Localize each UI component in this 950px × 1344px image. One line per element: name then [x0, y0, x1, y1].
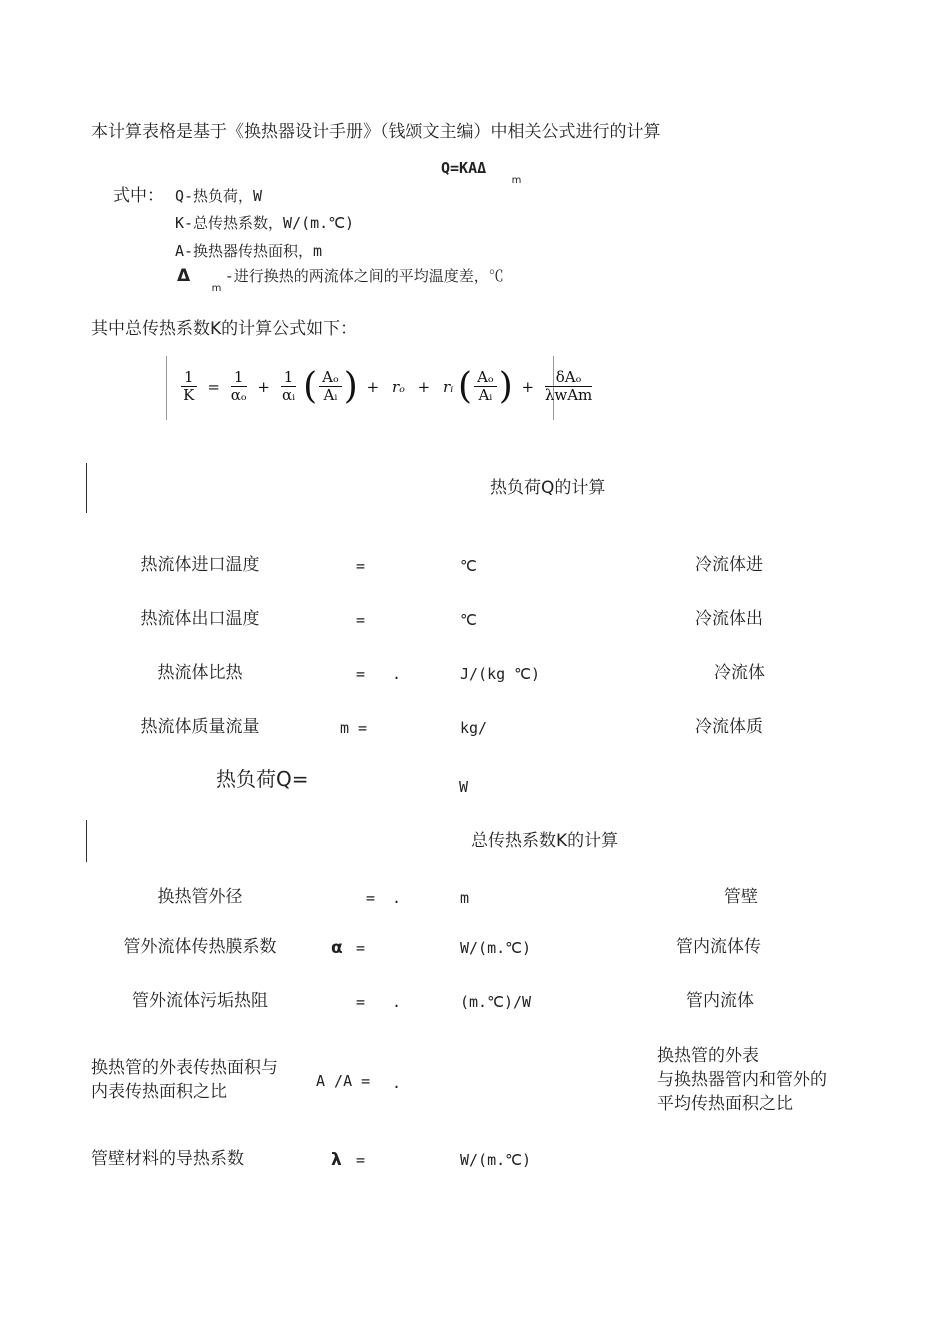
q-row-label: 热流体质量流量	[140, 717, 260, 737]
q-row-right: 冷流体	[714, 663, 765, 683]
k-row-unit: m	[460, 889, 470, 907]
q-row-label: 热流体出口温度	[140, 609, 260, 629]
term1-fraction: $\frac{1}{\text{αₒ}}$	[230, 368, 247, 404]
k-row-eq: =	[356, 939, 366, 957]
main-formula-sub: m	[511, 175, 522, 186]
ratio1-fraction: $\frac{\text{Aₒ}}{\text{Aᵢ}}$	[319, 369, 342, 404]
plus-sign: +	[521, 377, 535, 396]
ratio2-fraction: $\frac{\text{Aₒ}}{\text{Aᵢ}}$	[474, 369, 497, 404]
wall-conductivity-label: 管壁材料的导热系数	[91, 1149, 244, 1169]
plus-sign: +	[366, 377, 380, 396]
section-k-marker	[86, 820, 87, 862]
def-q: Q-热负荷，W	[175, 187, 263, 205]
k-row-right: 管内流体	[686, 991, 754, 1011]
mean-area-ratio-line3: 平均传热面积之比	[657, 1094, 793, 1114]
q-row-label: 热流体进口温度	[140, 555, 260, 575]
area-ratio-eq: A /A =	[316, 1072, 371, 1090]
r-o-symbol: rₒ	[391, 377, 405, 396]
q-row-unit: kg/	[460, 719, 488, 737]
k-row-right: 管壁	[724, 887, 758, 907]
heat-load-unit: W	[459, 778, 469, 796]
delta-symbol: Δ	[177, 266, 191, 286]
lambda-symbol: λ	[331, 1150, 342, 1170]
k-row-eq: =	[356, 993, 366, 1011]
q-row-eq: =	[356, 611, 366, 629]
r-i-symbol: rᵢ	[443, 377, 454, 396]
plus-sign: +	[417, 377, 431, 396]
area-ratio-dot: .	[392, 1074, 402, 1092]
q-row-unit: ℃	[460, 557, 477, 575]
wall-eq: =	[356, 1151, 366, 1169]
k-row-dot: .	[392, 889, 402, 907]
plus-sign: +	[257, 377, 270, 396]
delta-text: -进行换热的两流体之间的平均温度差，℃	[224, 267, 504, 285]
q-row-right: 冷流体进	[695, 555, 763, 575]
q-row-eq: m =	[340, 719, 368, 737]
k-formula-intro: 其中总传热系数K的计算公式如下：	[91, 319, 358, 339]
q-row-dot: .	[392, 665, 402, 683]
term3-fraction: $\frac{\text{δAₒ}}{\text{λwAm}}$	[544, 368, 593, 404]
alpha-symbol: α	[331, 938, 343, 958]
heat-load-label: 热负荷Q=	[216, 767, 309, 791]
close-paren: )	[498, 366, 513, 407]
section-q-marker	[86, 463, 87, 513]
intro-line: 本计算表格是基于《换热器设计手册》（钱颂文主编）中相关公式进行的计算	[91, 122, 661, 142]
k-row-unit: W/(m.℃)	[460, 939, 532, 957]
q-row-label: 热流体比热	[157, 663, 243, 683]
q-row-unit: ℃	[460, 611, 477, 629]
main-formula-text: Q=KAΔ	[441, 159, 487, 177]
k-row-eq: =	[366, 889, 376, 907]
delta-sub: m	[211, 283, 222, 294]
section-k-title: 总传热系数K的计算	[471, 831, 619, 851]
k-row-right: 管内流体传	[676, 937, 761, 957]
k-formula-image	[166, 356, 593, 420]
mean-area-ratio-line1: 换热管的外表	[657, 1046, 759, 1066]
q-row-right: 冷流体质	[695, 717, 763, 737]
def-a: A-换热器传热面积，m	[175, 242, 323, 260]
where-label: 式中：	[113, 186, 164, 206]
section-q-title: 热负荷Q的计算	[490, 478, 606, 498]
def-delta	[177, 266, 504, 294]
q-row-right: 冷流体出	[695, 609, 763, 629]
k-row-label: 管外流体污垢热阻	[132, 991, 268, 1011]
q-row-eq: =	[356, 665, 366, 683]
k-row-label: 换热管外径	[157, 887, 243, 907]
k-row-label: 管外流体传热膜系数	[123, 937, 277, 957]
mean-area-ratio-line2: 与换热器管内和管外的	[657, 1070, 827, 1090]
q-row-eq: =	[356, 557, 366, 575]
equals-sign: =	[207, 377, 220, 396]
k-row-dot: .	[392, 993, 402, 1011]
k-row-unit: (m.℃)/W	[460, 993, 532, 1011]
area-ratio-label-line1: 换热管的外表传热面积与	[91, 1058, 278, 1078]
close-paren: )	[343, 366, 358, 407]
area-ratio-label-line2: 内表传热面积之比	[91, 1082, 227, 1102]
wall-unit: W/(m.℃)	[460, 1151, 532, 1169]
main-formula	[441, 158, 522, 186]
q-row-unit: J/(kg ℃)	[460, 665, 541, 683]
term2-fraction: $\frac{1}{\text{αᵢ}}$	[281, 368, 296, 404]
open-paren: (	[303, 366, 318, 407]
open-paren: (	[458, 366, 473, 407]
lhs-fraction: $\frac{1}{K}$	[181, 369, 197, 404]
def-k: K-总传热系数，W/(m.℃)	[175, 214, 355, 232]
